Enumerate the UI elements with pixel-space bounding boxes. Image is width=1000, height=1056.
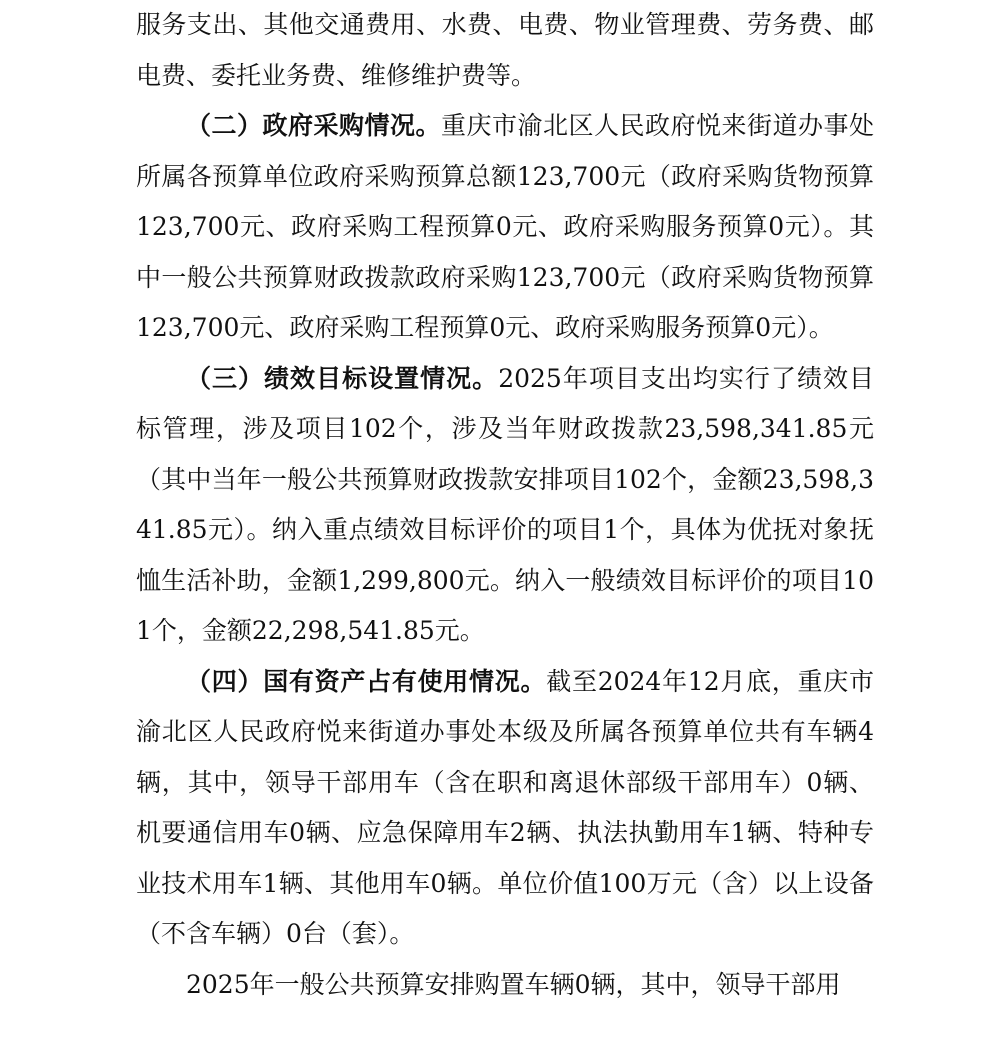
paragraph-text: 2025年一般公共预算安排购置车辆0辆，其中，领导干部用 [186,969,841,999]
paragraph-state-assets [136,657,874,960]
section-heading-state-assets: （四）国有资产占有使用情况。 [186,666,547,696]
section-heading-government-procurement: （二）政府采购情况。 [186,111,441,140]
paragraph-government-procurement [136,101,874,354]
document-page [136,0,874,1010]
paragraph-text: 2025年项目支出均实行了绩效目标管理，涉及项目102个，涉及当年财政拨款23,598,341.85元（其中当年一般公共预算财政拨款安排项目102个，金额23,598,341.85元）。纳入重点绩效目标评价的项目1个，具体为优抚对象抚恤生活补助，金额1,299,800元。纳入一般绩效目标评价的项目101个，金额22,298,541.85元。 [136,363,874,645]
paragraph-text: 服务支出、其他交通费用、水费、电费、物业管理费、劳务费、邮电费、委托业务费、维修维护费等。 [136,10,874,90]
paragraph-text: 重庆市渝北区人民政府悦来街道办事处所属各预算单位政府采购预算总额123,700元（政府采购货物预算123,700元、政府采购工程预算0元、政府采购服务预算0元）。其中一般公共预算财政拨款政府采购123,700元（政府采购货物预算123,700元、政府采购工程预算0元、政府采购服务预算0元）。 [136,111,874,342]
section-heading-performance-targets: （三）绩效目标设置情况。 [186,363,499,393]
paragraph-expense-list [136,0,874,101]
paragraph-vehicle-purchase [136,960,874,1011]
paragraph-performance-targets [136,354,874,657]
paragraph-text: 截至2024年12月底，重庆市渝北区人民政府悦来街道办事处本级及所属各预算单位共有车辆4辆，其中，领导干部用车（含在职和离退休部级干部用车）0辆、机要通信用车0辆、应急保障用车2辆、执法执勤用车1辆、特种专业技术用车1辆、其他用车0辆。单位价值100万元（含）以上设备（不含车辆）0台（套）。 [136,666,874,948]
